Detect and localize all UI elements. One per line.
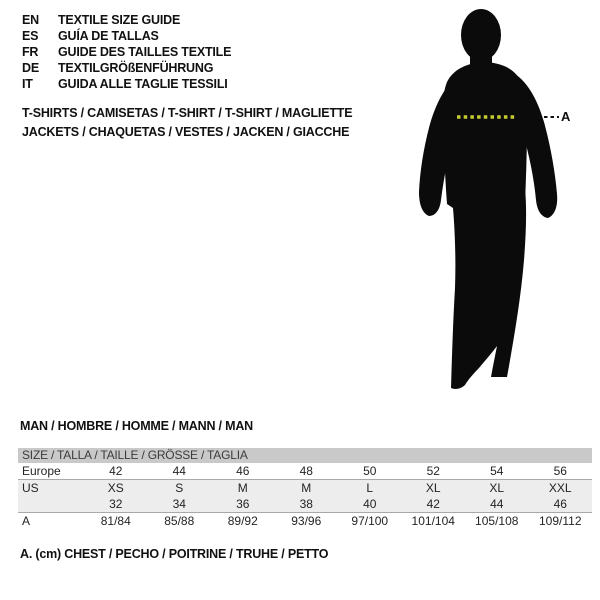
size-cell: 40	[363, 497, 377, 511]
language-code: FR	[22, 45, 39, 59]
language-row-es	[22, 28, 231, 44]
language-title: GUIDE DES TAILLES TEXTILE	[58, 45, 232, 59]
size-cell: 34	[172, 497, 186, 511]
size-cell: 101/104	[411, 514, 455, 528]
language-row-en	[22, 12, 231, 28]
man-silhouette-svg	[417, 8, 562, 393]
size-cell: 52	[426, 464, 440, 478]
size-cell: 105/108	[475, 514, 519, 528]
size-cell: 50	[363, 464, 377, 478]
measure-label-a: A	[561, 109, 571, 124]
size-cell: L	[366, 481, 374, 495]
size-cell: 89/92	[227, 514, 258, 528]
size-cell: XL	[489, 481, 505, 495]
table-row-us	[18, 479, 592, 496]
size-cell: 81/84	[100, 514, 131, 528]
size-cell: 44	[172, 464, 186, 478]
size-cell: M	[237, 481, 248, 495]
size-cell: 56	[553, 464, 567, 478]
size-cell: 42	[426, 497, 440, 511]
size-cell: 48	[299, 464, 313, 478]
row-label: A	[22, 514, 31, 528]
garment-categories	[22, 104, 352, 141]
size-cell: 38	[299, 497, 313, 511]
size-cell: XS	[107, 481, 124, 495]
language-title: TEXTILGRÖßENFÜHRUNG	[58, 61, 214, 75]
table-row-chest-a	[18, 512, 592, 529]
size-cell: 93/96	[291, 514, 322, 528]
size-cell: XXL	[548, 481, 572, 495]
language-title: GUÍA DE TALLAS	[58, 29, 159, 43]
size-cell: 54	[490, 464, 504, 478]
table-header: SIZE / TALLA / TAILLE / GRÖSSE / TAGLIA	[18, 448, 592, 463]
language-list	[22, 12, 231, 92]
size-cell: 46	[236, 464, 250, 478]
table-row-europe	[18, 463, 592, 479]
language-code: ES	[22, 29, 39, 43]
man-silhouette	[417, 8, 562, 393]
size-cell: 109/112	[539, 514, 582, 528]
language-title: TEXTILE SIZE GUIDE	[58, 13, 181, 27]
table-row-us-numeric	[18, 496, 592, 512]
size-cell: 32	[109, 497, 123, 511]
size-cell: 44	[490, 497, 504, 511]
language-row-de	[22, 60, 231, 76]
size-cell: 46	[553, 497, 567, 511]
section-title-man: MAN / HOMBRE / HOMME / MANN / MAN	[20, 419, 253, 433]
silhouette-shape	[419, 9, 557, 389]
size-cell: S	[175, 481, 184, 495]
language-row-it	[22, 76, 231, 92]
size-cell: M	[301, 481, 312, 495]
row-label: Europe	[22, 464, 61, 478]
size-cell: 36	[236, 497, 250, 511]
category-line-tshirts: T-SHIRTS / CAMISETAS / T-SHIRT / T-SHIRT / MAGLIETTE	[22, 106, 353, 120]
size-cell: XL	[425, 481, 441, 495]
footnote-chest: A. (cm) CHEST / PECHO / POITRINE / TRUHE / PETTO	[20, 547, 329, 561]
language-code: EN	[22, 13, 39, 27]
row-label: US	[22, 481, 39, 495]
language-title: GUIDA ALLE TAGLIE TESSILI	[58, 77, 228, 91]
row-label	[18, 496, 84, 512]
size-cell: 42	[109, 464, 123, 478]
language-code: IT	[22, 77, 33, 91]
size-cell: 97/100	[351, 514, 389, 528]
category-line-jackets: JACKETS / CHAQUETAS / VESTES / JACKEN / GIACCHE	[22, 124, 350, 139]
language-code: DE	[22, 61, 39, 75]
size-table	[18, 448, 592, 529]
size-cell: 85/88	[164, 514, 195, 528]
language-row-fr	[22, 44, 231, 60]
